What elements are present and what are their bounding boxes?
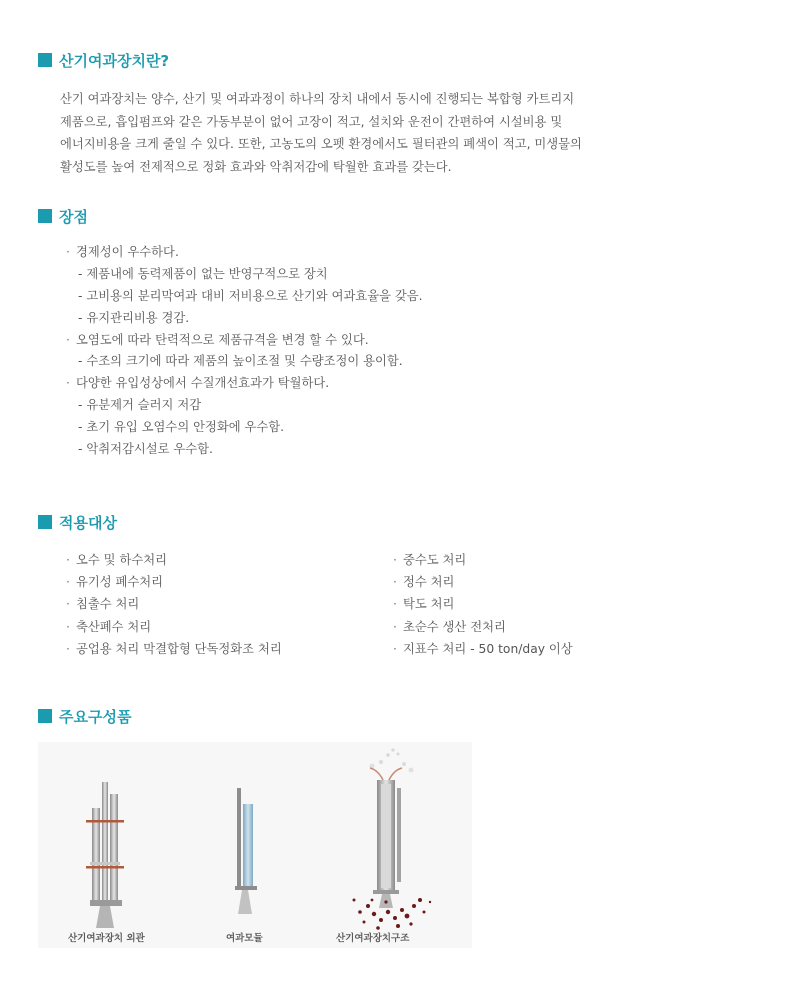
target-item: · 침출수 처리 xyxy=(60,593,282,615)
section-title-components xyxy=(38,706,131,726)
device-structure-illustration xyxy=(353,748,432,929)
section-title-text: 적용대상 xyxy=(59,513,117,532)
advantage-item: · 경제성이 우수하다. xyxy=(60,242,423,264)
target-item: · 정수 처리 xyxy=(387,571,573,593)
caption-module: 여과모듈 xyxy=(226,933,263,944)
intro-line: 제품으로, 흡입펌프와 같은 가동부분이 없어 고장이 적고, 설치와 운전이 간편하여 시설비용 및 xyxy=(60,114,563,129)
intro-line: 활성도를 높여 전제적으로 정화 효과와 악취저감에 탁월한 효과를 갖는다. xyxy=(60,160,452,175)
section-title-text: 주요구성품 xyxy=(59,707,132,726)
target-item: · 축산폐수 처리 xyxy=(60,616,282,638)
target-item: · 공업용 처리 막결합형 단독정화조 처리 xyxy=(60,638,282,660)
advantage-subitem: - 고비용의 분리막여과 대비 저비용으로 산기와 여과효율을 갖음. xyxy=(78,288,423,303)
device-exterior-illustration xyxy=(86,782,124,928)
advantage-subitem: - 초기 유입 오염수의 안정화에 우수함. xyxy=(78,420,285,435)
caption-exterior: 산기여과장치 외관 xyxy=(68,933,145,944)
filter-module-illustration xyxy=(235,788,257,914)
targets-left-column xyxy=(60,549,282,660)
advantage-subitem: - 제품내에 동력제품이 없는 반영구적으로 장치 xyxy=(78,266,328,281)
square-bullet-icon xyxy=(38,53,52,67)
advantage-subitem: - 수조의 크기에 따라 제품의 높이조절 및 수량조정이 용이함. xyxy=(78,354,403,369)
intro-line: 에너지비용을 크게 줄일 수 있다. 또한, 고농도의 오펫 환경에서도 필터관의 폐색이 적고, 미생물의 xyxy=(60,137,582,152)
square-bullet-icon xyxy=(38,709,52,723)
advantages-list xyxy=(60,242,423,461)
square-bullet-icon xyxy=(38,515,52,529)
section-title-text: 장점 xyxy=(59,207,88,226)
section-title-text: 산기여과장치란? xyxy=(59,51,170,70)
intro-line: 산기 여과장치는 양수, 산기 및 여과과정이 하나의 장치 내에서 동시에 진행되는 복합형 카트리지 xyxy=(60,92,575,106)
target-item: · 오수 및 하수처리 xyxy=(60,549,282,571)
caption-structure: 산기여과장치구조 xyxy=(336,933,410,944)
advantage-subitem: - 악취저감시설로 우수함. xyxy=(78,442,213,457)
components-figure xyxy=(38,742,472,948)
square-bullet-icon xyxy=(38,209,52,223)
section-title-advantages xyxy=(38,206,88,226)
advantage-subitem: - 유분제거 슬러지 저감 xyxy=(78,398,202,413)
intro-paragraph xyxy=(60,88,620,179)
section-title-targets xyxy=(38,512,117,532)
target-item: · 중수도 처리 xyxy=(387,549,573,571)
advantage-item: · 다양한 유입성상에서 수질개선효과가 탁월하다. xyxy=(60,373,423,395)
target-item: · 초순수 생산 전처리 xyxy=(387,616,573,638)
target-item: · 탁도 처리 xyxy=(387,593,573,615)
targets-right-column xyxy=(387,549,573,660)
components-illustration xyxy=(38,742,472,948)
target-item: · 지표수 처리 - 50 ton/day 이상 xyxy=(387,638,573,660)
section-title-intro xyxy=(38,50,169,70)
advantage-item: · 오염도에 따라 탄력적으로 제품규격을 변경 할 수 있다. xyxy=(60,330,423,352)
advantage-subitem: - 유지관리비용 경감. xyxy=(78,310,190,325)
target-item: · 유기성 폐수처리 xyxy=(60,571,282,593)
